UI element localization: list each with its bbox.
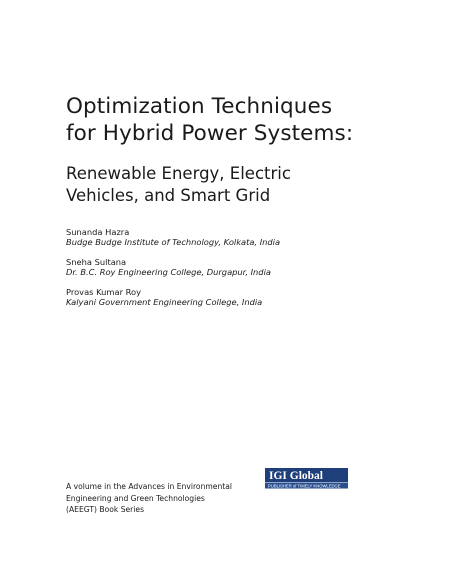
author-affiliation: Kalyani Government Engineering College, India — [66, 297, 263, 307]
author-affiliation: Dr. B.C. Roy Engineering College, Durgapur, India — [66, 267, 271, 277]
subtitle-line-1: Renewable Energy, Electric — [66, 164, 291, 183]
series-line-2: Engineering and Green Technologies — [66, 493, 205, 503]
series-note — [66, 481, 232, 516]
subtitle-line-2: Vehicles, and Smart Grid — [66, 186, 271, 205]
series-line-3: (AEEGT) Book Series — [66, 505, 145, 515]
author-name: Provas Kumar Roy — [66, 287, 141, 297]
author-name: Sneha Sultana — [66, 257, 127, 267]
igi-global-logo — [265, 467, 348, 490]
series-line-1: A volume in the Advances in Environmental — [66, 482, 233, 491]
logo-name-text: IGI Global — [269, 470, 324, 482]
book-subtitle — [66, 163, 291, 207]
title-line-2: for Hybrid Power Systems: — [66, 121, 354, 146]
author-affiliation: Budge Budge Institute of Technology, Kolkata, India — [66, 237, 281, 247]
author-name: Sunanda Hazra — [66, 227, 130, 237]
title-line-1: Optimization Techniques — [66, 94, 333, 119]
author-entry — [66, 287, 436, 307]
author-list — [66, 227, 436, 317]
author-entry — [66, 227, 436, 247]
book-title — [66, 93, 353, 147]
author-entry — [66, 257, 436, 277]
logo-tagline-text: PUBLISHER of TIMELY KNOWLEDGE — [268, 483, 341, 489]
